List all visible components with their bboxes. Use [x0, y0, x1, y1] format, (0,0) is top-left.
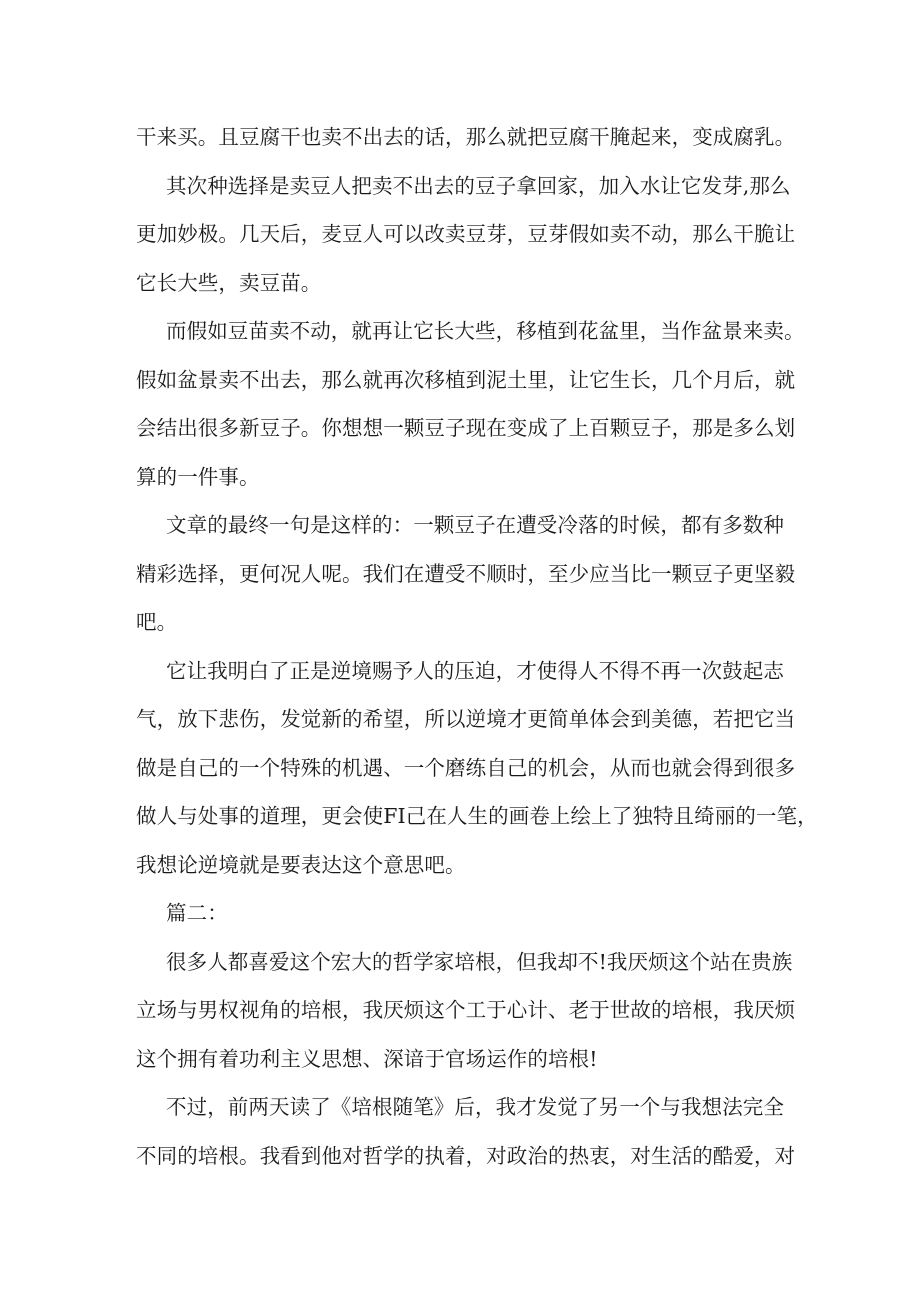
section-heading: [136, 889, 796, 938]
text-line: 假如盆景卖不出去，那么就再次移植到泥土里，让它生长，几个月后，就: [136, 367, 796, 392]
text-line: 这个拥有着功利主义思想、深谙于官场运作的培根!: [136, 1046, 598, 1071]
text-line: 算的一件事。: [136, 464, 260, 489]
text-line: 篇二：: [166, 901, 228, 925]
text-line: 做人与处事的道理，更会使FI己在人生的画卷上绘上了独特且绮丽的一笔，: [136, 804, 818, 828]
text-line: 文章的最终一句是这样的：一颗豆子在遭受冷落的时候，都有多数种: [166, 513, 784, 537]
text-line: 吧。: [136, 610, 178, 634]
text-line: 立场与男权视角的培根，我厌烦这个工于心计、老于世故的培根，我厌烦: [136, 998, 796, 1022]
paragraph: [136, 1083, 796, 1180]
text-line: 它长大些，卖豆苗。: [136, 270, 322, 295]
text-line: 精彩选择，更何况人呢。我们在遭受不顺时，至少应当比一颗豆子更坚毅: [136, 561, 796, 586]
text-line: 不过，前两天读了《培根随笔》后，我才发觉了另一个与我想法完全: [166, 1095, 784, 1119]
body-text: [136, 113, 818, 1180]
text-line: 很多人都喜爱这个宏大的哲学家培根，但我却不!我厌烦这个站在贵族: [166, 949, 793, 974]
text-line: 而假如豆苗卖不动，就再让它长大些，移植到花盆里，当作盆景来卖。: [166, 319, 805, 343]
paragraph: [136, 647, 818, 890]
text-line: 干来买。且豆腐干也卖不出去的话，那么就把豆腐干腌起来，变成腐乳。: [136, 125, 796, 149]
paragraph: [136, 307, 805, 501]
text-line: 气，放下悲伤，发觉新的希望，所以逆境才更简单体会到美德，若把它当: [136, 707, 796, 731]
text-line: 不同的培根。我看到他对哲学的执着，对政治的热衷，对生活的酷爱，对: [136, 1143, 796, 1168]
paragraph: [136, 938, 796, 1084]
text-line: 更加妙极。几天后，麦豆人可以改卖豆芽，豆芽假如卖不动，那么干脆让: [136, 222, 796, 246]
text-line: 我想论逆境就是要表达这个意思吧。: [136, 852, 466, 877]
text-line: 它让我明白了正是逆境赐予人的压迫，才使得人不得不再一次鼓起志: [166, 658, 784, 683]
paragraph: [136, 501, 796, 647]
text-line: 其次种选择是卖豆人把卖不出去的豆子拿回家，加入水让它发芽,那么: [166, 173, 791, 198]
text-line: 会结出很多新豆子。你想想一颗豆子现在变成了上百颗豆子，那是多么划: [136, 416, 796, 440]
paragraph: [136, 113, 796, 162]
text-line: 做是自己的一个特殊的机遇、一个磨练自己的机会，从而也就会得到很多: [136, 755, 796, 780]
paragraph: [136, 162, 796, 308]
